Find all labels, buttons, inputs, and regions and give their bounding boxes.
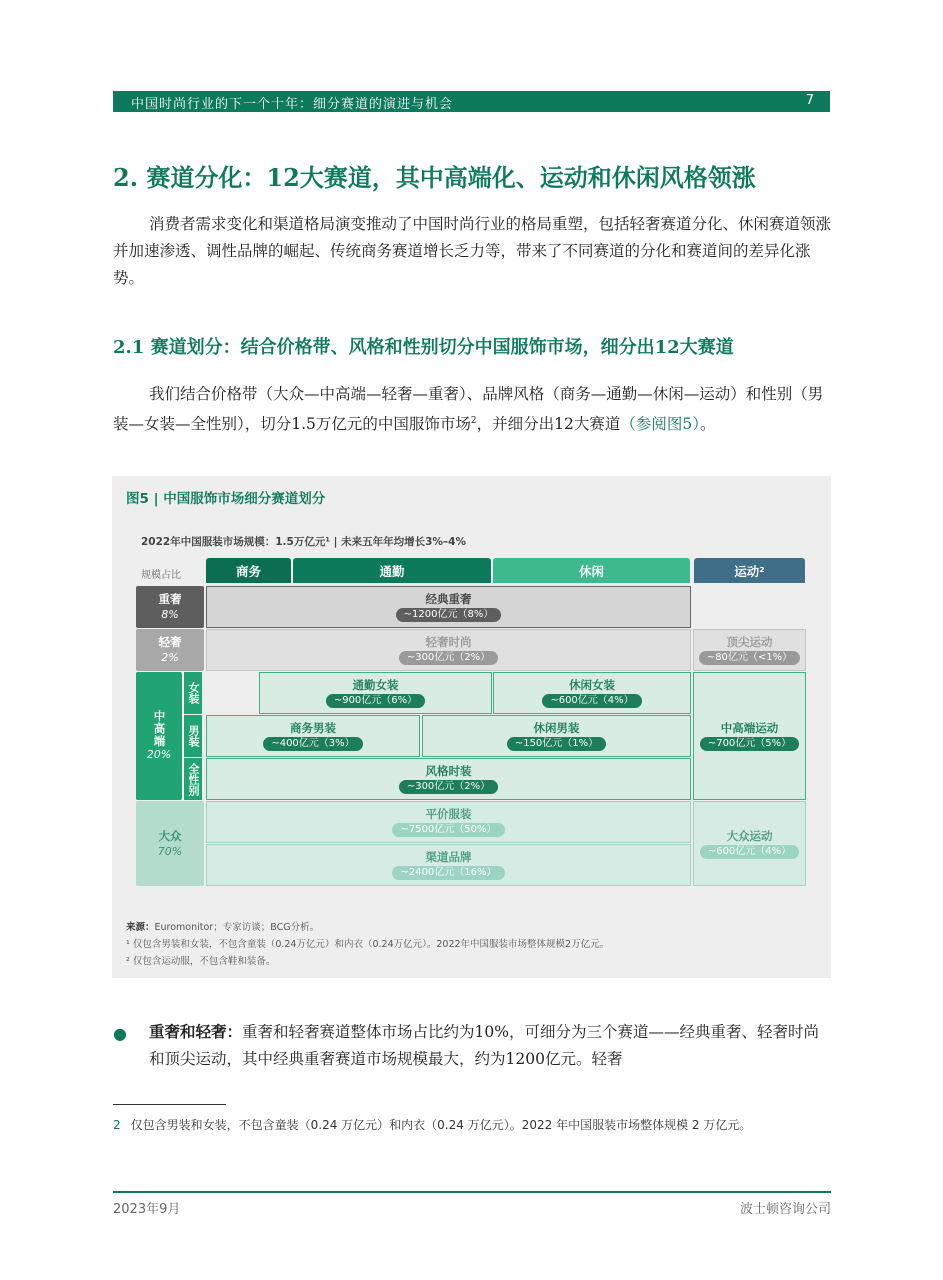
footnote-divider (113, 1104, 226, 1105)
footnote-text: 仅包含男装和女装，不包含童装（0.24 万亿元）和内衣（0.24 万亿元）。2022 年中国服装市场整体规模 2 万亿元。 (130, 1118, 752, 1132)
header-bar (113, 91, 830, 112)
gender-unisex (182, 758, 202, 800)
cell-value: ~400亿元（3%） (263, 737, 362, 751)
figure-source (126, 919, 609, 970)
column-sport: 运动² (694, 558, 805, 583)
cell-value: ~600亿元（4%） (542, 694, 641, 708)
method-text: 我们结合价格带（大众—中高端—轻奢—重奢）、品牌风格（商务—通勤—休闲—运动）和性别（男装—女装—全性别），切分1.5万亿元的中国服饰市场 (113, 385, 824, 434)
cell-mid-high-sport (693, 672, 806, 800)
source-text: Euromonitor；专家访谈；BCG分析。 (154, 922, 320, 933)
cell-name: 平价服装 (425, 807, 472, 821)
cell-name: 风格时装 (425, 764, 472, 778)
cell-value: ~300亿元（2%） (399, 651, 498, 665)
section-title: 2. 赛道分化：12大赛道，其中高端化、运动和休闲风格领涨 (113, 163, 756, 192)
cell-budget-wear (206, 801, 691, 843)
footer-organization: 波士顿咨询公司 (739, 1202, 831, 1217)
cell-name: 大众运动 (726, 828, 773, 843)
figure-5 (112, 476, 831, 978)
footnote-mark: 2 (470, 416, 477, 426)
footer-divider (113, 1191, 831, 1193)
cell-value: ~1200亿元（8%） (396, 608, 502, 622)
footnote-number: 2 (113, 1118, 121, 1132)
cell-name: 经典重奢 (425, 592, 472, 606)
method-text-end: 。 (700, 415, 716, 434)
figure-note-2: ² 仅包含运动服，不包含鞋和装备。 (126, 956, 276, 967)
cell-name: 商务男装 (290, 721, 336, 735)
cell-name: 顶尖运动 (726, 635, 773, 649)
share-label: 规模占比 (141, 570, 181, 581)
row-share: 20% (146, 748, 172, 762)
row-light-luxury (136, 629, 204, 671)
cell-classic-luxury (206, 586, 691, 628)
row-label: 大众 (158, 828, 182, 843)
row-label: 重奢 (158, 592, 182, 606)
row-share: 70% (157, 844, 183, 858)
bullet-icon: ● (113, 1024, 127, 1043)
page-number: 7 (805, 93, 814, 108)
cell-name: 中高端运动 (720, 721, 779, 735)
cell-mass-sport (693, 801, 806, 886)
row-share: 2% (161, 651, 179, 664)
cell-light-fashion (206, 629, 691, 671)
method-text-2: ，并细分出12大赛道 (476, 415, 621, 434)
source-label: 来源： (126, 922, 155, 933)
column-business: 商务 (206, 558, 291, 583)
cell-name: 休闲男装 (533, 721, 580, 735)
row-share: 8% (161, 608, 179, 621)
gender-label: 全性别 (187, 762, 200, 796)
figure-note-1: ¹ 仅包含男装和女装，不包含童装（0.24万亿元）和内衣（0.24万亿元）。2022年中国服装市场整体规模2万亿元。 (126, 939, 610, 950)
figure-reference-link[interactable]: （参阅图5） (620, 415, 700, 434)
gender-label: 男装 (187, 725, 200, 747)
row-mid-high (136, 672, 182, 800)
row-label: 轻奢 (158, 635, 182, 649)
column-casual: 休闲 (493, 558, 690, 583)
intro-paragraph: 消费者需求变化和渠道格局演变推动了中国时尚行业的格局重塑，包括轻奢赛道分化、休闲赛道领涨并加速渗透、调性品牌的崛起、传统商务赛道增长乏力等，带来了不同赛道的分化和赛道间的差异化涨势。 (113, 215, 832, 287)
bullet-lead: 重奢和轻奢： (149, 1022, 243, 1041)
bullet-paragraph (149, 1018, 831, 1073)
cell-casual-women (493, 672, 691, 714)
cell-name: 渠道品牌 (425, 850, 472, 864)
cell-value: ~7500亿元（50%） (392, 823, 504, 837)
cell-value: ~80亿元（<1%） (699, 651, 800, 665)
method-paragraph (113, 381, 831, 438)
footer-date: 2023年9月 (113, 1202, 181, 1217)
cell-name: 休闲女装 (569, 678, 615, 692)
gender-male (182, 715, 202, 757)
cell-style-fashion (206, 758, 691, 800)
cell-value: ~150亿元（1%） (507, 737, 606, 751)
column-commute: 通勤 (293, 558, 491, 583)
subsection-title: 2.1 赛道划分：结合价格带、风格和性别切分中国服饰市场，细分出12大赛道 (113, 337, 734, 358)
source-line (126, 919, 609, 936)
cell-top-sport (693, 629, 806, 671)
header-title: 中国时尚行业的下一个十年：细分赛道的演进与机会 (131, 97, 454, 112)
cell-business-men (206, 715, 420, 757)
gender-label: 女装 (187, 682, 200, 704)
cell-name: 轻奢时尚 (425, 635, 472, 649)
cell-channel-brand (206, 844, 691, 886)
footnote (113, 1116, 751, 1133)
bullet-body: 重奢和轻奢赛道整体市场占比约为10%，可细分为三个赛道——经典重奢、轻奢时尚和顶尖运动，其中经典重奢赛道市场规模最大，约为1200亿元。轻奢 (149, 1023, 819, 1068)
figure-subtitle: 2022年中国服装市场规模：1.5万亿元¹ | 未来五年年均增长3%–4% (141, 536, 466, 548)
cell-casual-men (422, 715, 691, 757)
cell-commute-women (259, 672, 492, 714)
gender-female (182, 672, 202, 714)
figure-title: 图5 | 中国服饰市场细分赛道划分 (126, 491, 326, 507)
row-heavy-luxury (136, 586, 204, 628)
row-label: 中高端 (152, 709, 167, 748)
cell-value: ~300亿元（2%） (399, 780, 498, 794)
cell-value: ~2400亿元（16%） (392, 866, 504, 880)
cell-value: ~900亿元（6%） (326, 694, 425, 708)
cell-name: 通勤女装 (352, 678, 399, 692)
cell-value: ~700亿元（5%） (700, 737, 799, 751)
cell-value: ~600亿元（4%） (700, 845, 799, 859)
row-mass (136, 801, 204, 886)
